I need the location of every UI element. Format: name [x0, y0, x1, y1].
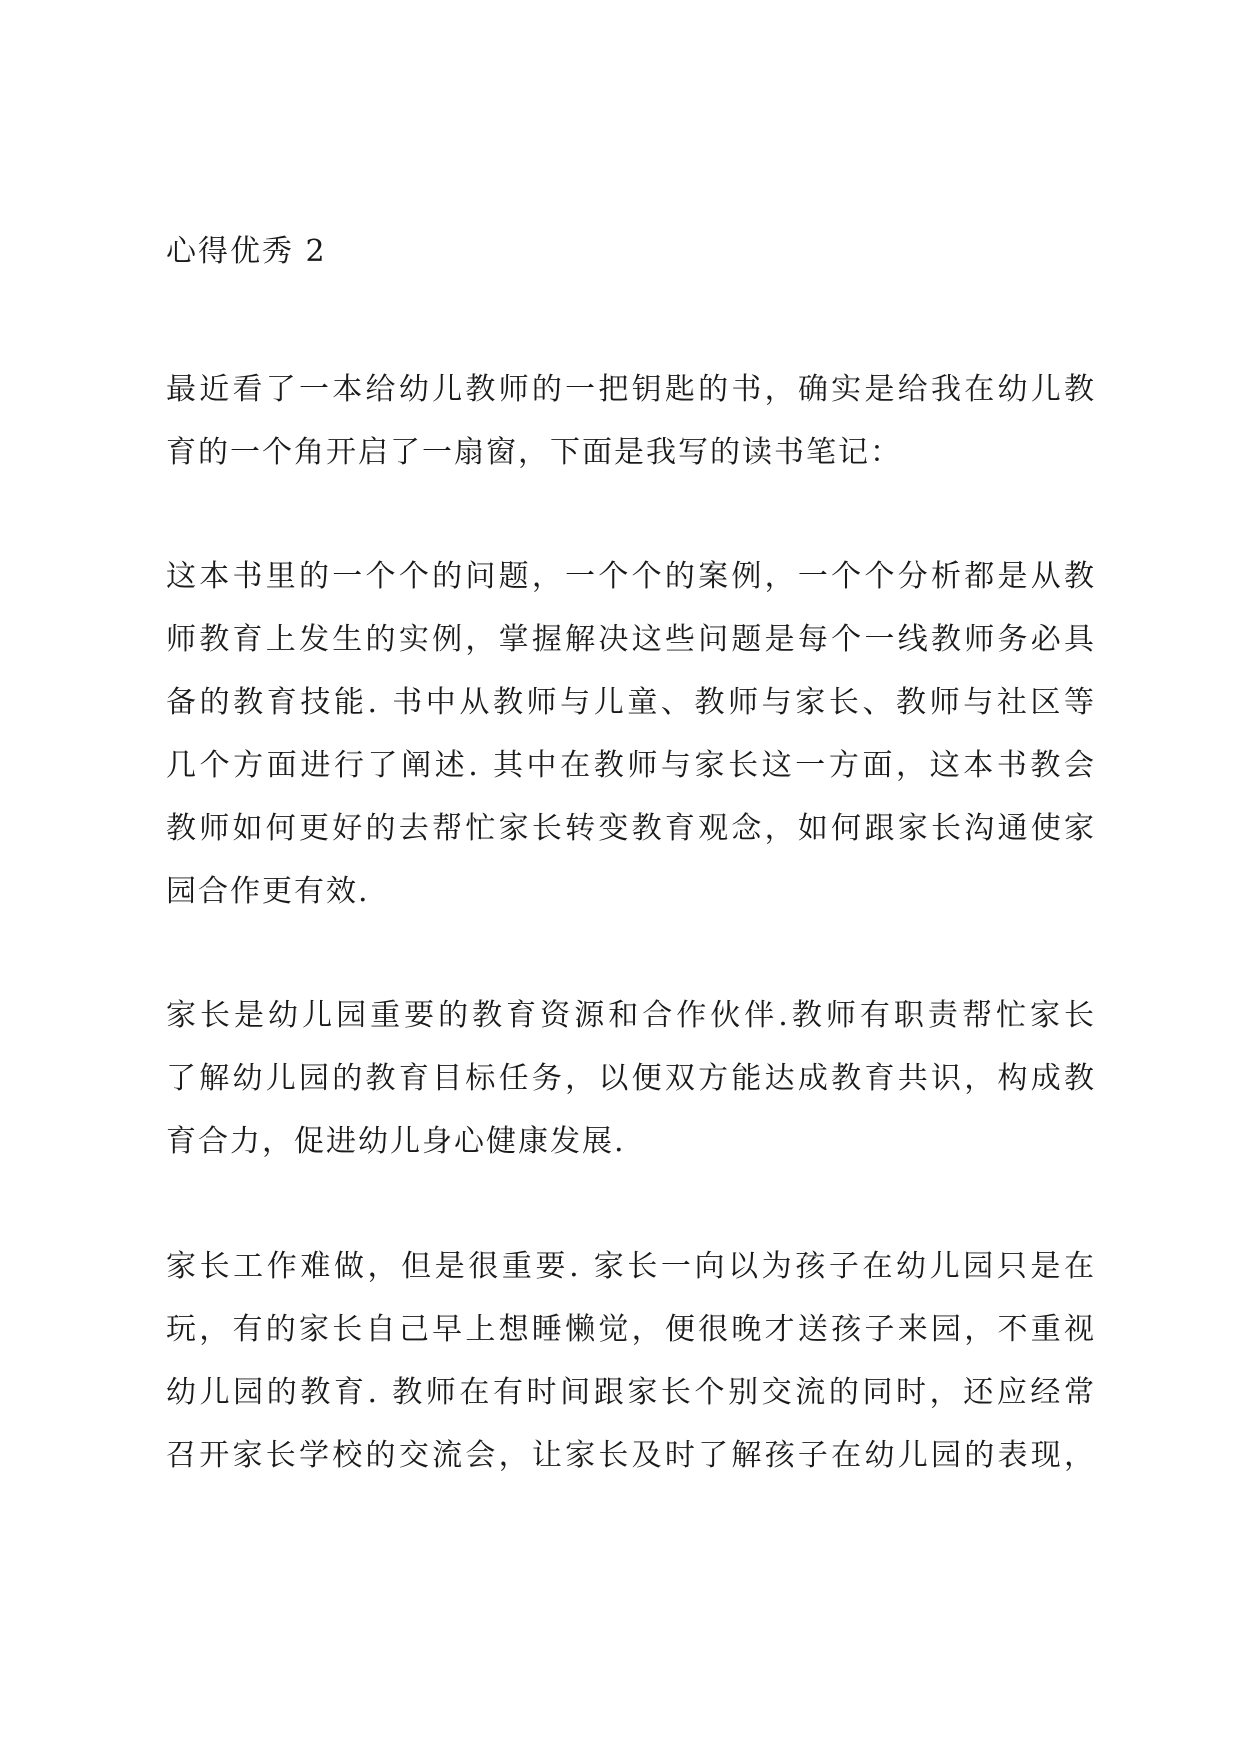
text-line: 玩，有的家长自己早上想睡懒觉，便很晚才送孩子来园，不重视 — [166, 1312, 1096, 1347]
text-line: 家长是幼儿园重要的教育资源和合作伙伴.教师有职责帮忙家长 — [166, 998, 1096, 1033]
text-line: 几个方面进行了阐述. 其中在教师与家长这一方面，这本书教会 — [166, 748, 1096, 783]
text-line: 了解幼儿园的教育目标任务，以便双方能达成教育共识，构成教 — [166, 1061, 1096, 1096]
text-line: 幼儿园的教育. 教师在有时间跟家长个别交流的同时，还应经常 — [166, 1375, 1096, 1410]
paragraph-intro — [166, 358, 1096, 484]
text-line: 育合力，促进幼儿身心健康发展. — [166, 1124, 626, 1159]
paragraph-parents-work — [166, 1235, 1096, 1487]
paragraph-book-content — [166, 545, 1096, 923]
paragraph-parents-resource — [166, 984, 1096, 1173]
text-line: 家长工作难做，但是很重要. 家长一向以为孩子在幼儿园只是在 — [166, 1249, 1096, 1284]
text-line: 召开家长学校的交流会，让家长及时了解孩子在幼儿园的表现， — [166, 1438, 1096, 1473]
text-line: 育的一个角开启了一扇窗，下面是我写的读书笔记： — [166, 435, 902, 470]
text-line: 园合作更有效. — [166, 874, 370, 909]
text-line: 最近看了一本给幼儿教师的一把钥匙的书，确实是给我在幼儿教 — [166, 372, 1096, 407]
section-heading: 心得优秀 2 — [166, 234, 327, 269]
text-line: 师教育上发生的实例，掌握解决这些问题是每个一线教师务必具 — [166, 622, 1096, 657]
text-line: 这本书里的一个个的问题，一个个的案例，一个个分析都是从教 — [166, 559, 1096, 594]
text-line: 备的教育技能. 书中从教师与儿童、教师与家长、教师与社区等 — [166, 685, 1096, 720]
text-line: 教师如何更好的去帮忙家长转变教育观念，如何跟家长沟通使家 — [166, 811, 1096, 846]
